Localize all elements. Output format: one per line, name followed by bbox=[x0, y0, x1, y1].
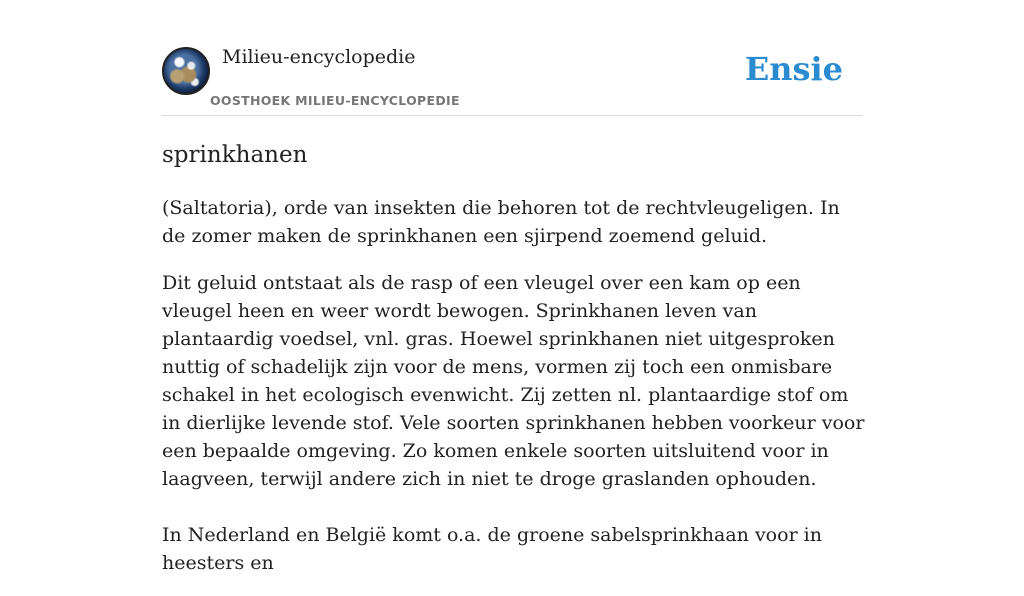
article-paragraph-intro: (Saltatoria), orde van insekten die behoren tot de rechtvleugeligen. In de zomer maken de sprinkhanen een sjirpend zoemend geluid. bbox=[162, 197, 840, 247]
source-subtitle[interactable]: OOSTHOEK MILIEU-ENCYCLOPEDIE bbox=[210, 93, 460, 108]
header bbox=[162, 40, 862, 116]
article-term: sprinkhanen bbox=[162, 142, 308, 168]
article bbox=[162, 138, 866, 596]
brand-logo-link[interactable]: Ensie bbox=[744, 50, 843, 88]
article-paragraph-continued: In Nederland en België komt o.a. de groene sabelsprinkhaan voor in heesters en bbox=[162, 524, 822, 574]
article-paragraph-body: Dit geluid ontstaat als de rasp of een vleugel over een kam op een vleugel heen en weer wordt bewogen. Sprinkhanen leven van plantaardig voedsel, vnl. gras. Hoewel sprinkhanen niet uitgesproken nuttig of schadelijk zijn voor de mens, vormen zij toch een onmisbare schakel in het ecologisch evenwicht. Zij zetten nl. plantaardige stof om in dierlijke levende stof. Vele soorten sprinkhanen hebben voorkeur voor een bepaalde omgeving. Zo komen enkele soorten uitsluitend voor in laagveen, terwijl andere zich in niet te droge graslanden ophouden. bbox=[162, 272, 865, 490]
source-title[interactable]: Milieu-encyclopedie bbox=[222, 46, 416, 68]
globe-icon[interactable] bbox=[162, 47, 210, 95]
